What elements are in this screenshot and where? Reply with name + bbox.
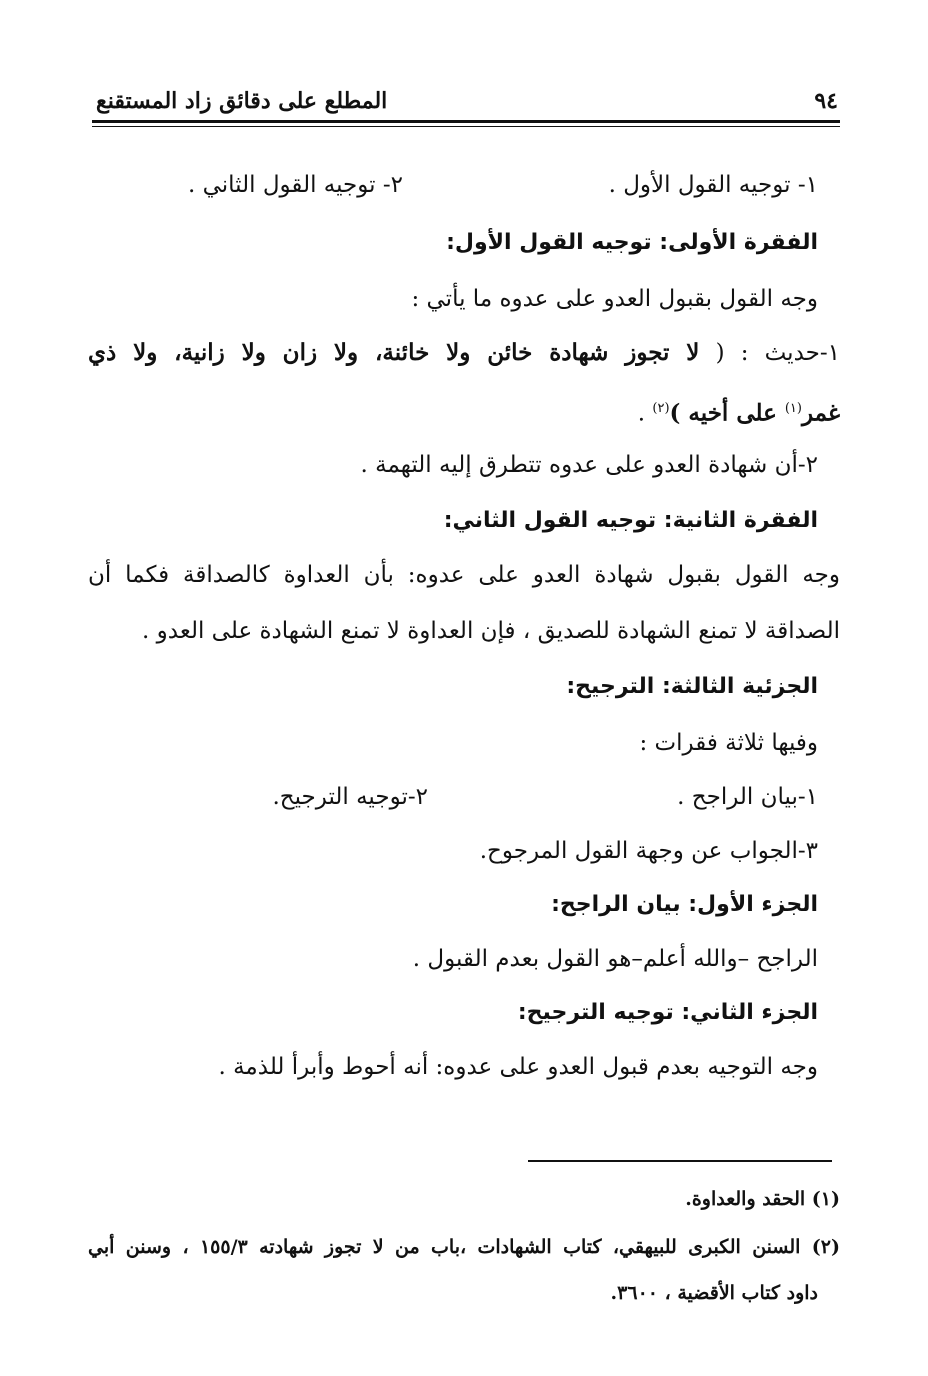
paragraph-second-view-1: وجه القول بقبول شهادة العدو على عدوه: بأن العداوة كالصداقة فكما أن [88, 562, 840, 588]
page-number: ٩٤ [814, 88, 838, 114]
paragraph-justification: وجه التوجيه بعدم قبول العدو على عدوه: أنه أحوط وأبرأ للذمة . [218, 1054, 818, 1080]
header-rule-thin [92, 126, 840, 127]
section-heading-5: الجزء الثاني: توجيه الترجيح: [517, 1000, 818, 1025]
hadith-prefix: ١-حديث : ( [699, 340, 841, 366]
hadith-text-end: على أخيه ) [669, 399, 785, 427]
footnote-divider [528, 1160, 832, 1162]
footnote-1: (١) الحقد والعداوة. [685, 1188, 840, 1210]
paragraph-three-parts: وفيها ثلاثة فقرات : [639, 730, 818, 756]
footnote-ref-2: (٢) [652, 401, 670, 416]
footnote-2-line-1: (٢) السنن الكبرى للبيهقي، كتاب الشهادات ،باب من لا تجوز شهادته ١٥٥/٣ ، وسنن أبي [88, 1236, 841, 1258]
paragraph-second-view-2: الصداقة لا تمنع الشهادة للصديق ، فإن العداوة لا تمنع الشهادة على العدو . [142, 618, 840, 644]
footnote-2-line-2: داود كتاب الأقضية ، ٣٦٠٠. [610, 1282, 818, 1304]
paragraph-preponderant: الراجح –والله أعلم–هو القول بعدم القبول . [412, 946, 818, 972]
hadith-text-cont: غمر [801, 399, 840, 427]
paragraph-intro: وجه القول بقبول العدو على عدوه ما يأتي : [411, 286, 818, 312]
page-header [92, 82, 840, 122]
list-item-justification: ٢-توجيه الترجيح. [272, 784, 428, 810]
section-heading-1: الفقرة الأولى: توجيه القول الأول: [446, 230, 818, 255]
hadith-line-2 [638, 392, 840, 431]
hadith-text: لا تجوز شهادة خائن ولا خائنة، ولا زان ولا زانية، ولا ذي [88, 339, 700, 366]
footnote-ref-1: (١) [784, 401, 802, 416]
list-item-second-view: ٢- توجيه القول الثاني . [187, 172, 403, 198]
list-item-preponderant: ١-بيان الراجح . [677, 784, 818, 810]
section-heading-3: الجزئية الثالثة: الترجيح: [566, 674, 818, 699]
running-title: المطلع على دقائق زاد المستقنع [96, 88, 388, 114]
list-item-accusation: ٢-أن شهادة العدو على عدوه تتطرق إليه التهمة . [360, 452, 818, 478]
list-item-first-view: ١- توجيه القول الأول . [608, 172, 818, 198]
hadith-line-1 [88, 336, 840, 370]
hadith-period: . [637, 400, 653, 427]
header-rule [92, 120, 840, 123]
section-heading-2: الفقرة الثانية: توجيه القول الثاني: [443, 508, 818, 533]
list-item-answer: ٣-الجواب عن وجهة القول المرجوح. [479, 838, 818, 864]
section-heading-4: الجزء الأول: بيان الراجح: [551, 892, 818, 917]
